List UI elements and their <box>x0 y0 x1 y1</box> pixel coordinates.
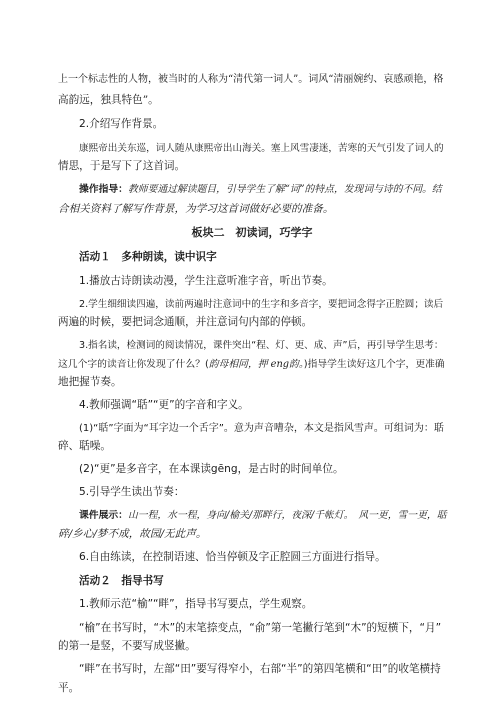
courseware-label: 课件展示： <box>79 510 128 521</box>
pan-writing-line-2: 平。 <box>58 682 80 694</box>
guide-line-2: 合相关资料了解写作背景，为学习这首词做好必要的准备。 <box>58 203 334 215</box>
guide-text-1: 教师要通过解读题目，引导学生了解“词”的特点，发现词与诗的不同。结 <box>127 184 442 195</box>
activity-1-item-4-1a: (1)“聒”字面为“耳字边一个舌字”。意为声音嘈杂，本文是指风雪声。可组词为：聒 <box>79 423 444 434</box>
activity-1-item-5: 5.引导学生读出节奏： <box>79 486 185 498</box>
guide-label: 操作指导： <box>79 184 128 195</box>
guide-line-1 <box>58 182 446 197</box>
courseware-text-1: 山一程，水一程，身向/榆关/那畔行，夜深/千帐灯。 风一更，雪一更，聒 <box>127 510 447 521</box>
background-line-1: 康熙帝出关东巡，词人随从康熙帝出山海关。塞上风雪凄迷，苦寒的天气引发了词人的 <box>79 143 444 154</box>
activity-2-item-1: 1.教师示范“榆”“畔”，指导书写要点，学生观察。 <box>79 598 313 610</box>
pan-writing-line-1: “畔”在书写时，左部“田”要写得窄小，右部“半”的第四笔横和“田”的收笔横持 <box>79 663 441 675</box>
activity-1-item-3b <box>58 357 446 372</box>
activity-1-item-4: 4.教师强调“聒”“更”的字音和字义。 <box>79 399 249 411</box>
yu-writing-line-1: “榆”在书写时，“木”的末笔捺变点，“俞”第一笔撇行笔到“木”的短横下，“月” <box>79 622 442 634</box>
activity-1-item-2a: 2.学生细细读四遍，读前两遍时注意词中的生字和多音字，要把词念得字正腔圆；读后 <box>79 299 444 310</box>
background-line-2: 情思，于是写下了这首词。 <box>58 160 186 172</box>
courseware-line-1 <box>58 508 446 523</box>
activity-1-item-2b: 两遍的时候，要把词念通顺，并注意词句内部的停顿。 <box>58 316 313 328</box>
activity-1-item-4-1b: 碎、聒噪。 <box>58 440 111 452</box>
intro-line-2: 高韵远，独具特色”。 <box>58 94 159 106</box>
yu-writing-line-2: 的第一是竖，不要写成竖撇。 <box>58 640 196 652</box>
item-2: 2.介绍写作背景。 <box>79 118 164 130</box>
activity-2-heading: 活动２ 指导书写 <box>79 575 164 587</box>
section-heading: 板块二 初读词，巧学字 <box>191 226 313 239</box>
item-3b-post: )指导学生读好这几个字，更准确 <box>303 359 445 370</box>
activity-1-heading: 活动１ 多种朗读，读中识字 <box>79 251 217 263</box>
activity-1-item-3a: 3.指名读，检测词的阅读情况，课件突出“程、灯、更、成、声”后，再引导学生思考： <box>79 340 444 351</box>
activity-1-item-4-2: (2)“更”是多音字，在本课读gēng，是古时的时间单位。 <box>79 463 344 475</box>
activity-1-item-6: 6.自由练读，在控制语速、恰当停顿及字正腔圆三方面进行指导。 <box>79 551 386 563</box>
item-3b-note: 韵母相同，押 eng韵。 <box>208 359 304 370</box>
activity-1-item-3c: 地把握节奏。 <box>58 376 122 388</box>
courseware-line-2: 碎/乡心/梦不成，故园/无此声。 <box>58 528 207 540</box>
intro-line-1: 上一个标志性的人物，被当时的人称为“清代第一词人”。词风“清丽婉约、哀感顽艳，格 <box>58 74 444 85</box>
activity-1-item-1: 1.播放古诗朗读动漫，学生注意听准字音，听出节奏。 <box>79 275 333 287</box>
item-3b-pre: 这几个字的读音让你发现了什么？( <box>58 359 209 370</box>
